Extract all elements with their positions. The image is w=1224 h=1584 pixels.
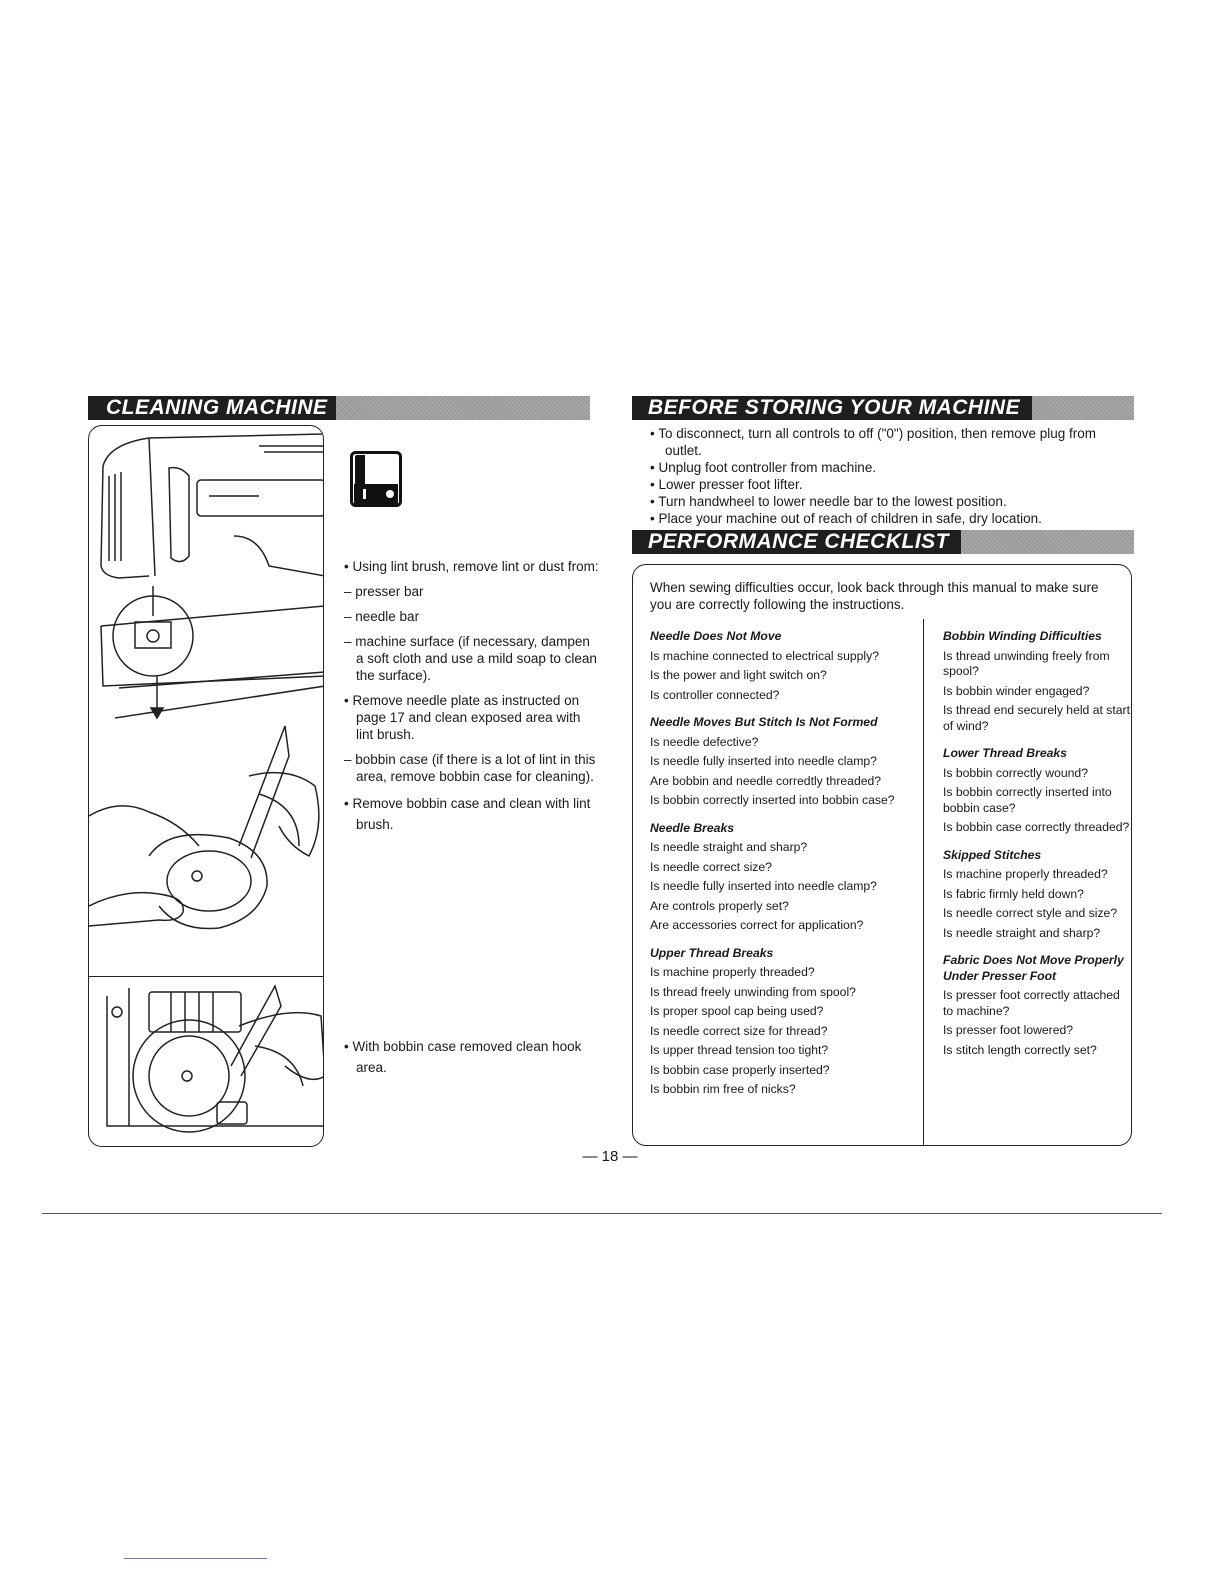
- checklist-question: Is bobbin correctly inserted into bobbin case?: [650, 793, 895, 807]
- checklist-question: Is needle fully inserted into needle clamp?: [650, 754, 877, 768]
- checklist-question: Is needle correct size for thread?: [650, 1023, 828, 1038]
- cleaning-banner: [88, 396, 590, 420]
- cleaning-bullet-hook: • With bobbin case removed clean hook area.: [344, 1039, 582, 1075]
- page-number: — 18 —: [582, 1148, 638, 1165]
- storing-list: [650, 425, 1130, 527]
- cleaning-sub-needle-bar: – needle bar: [344, 609, 420, 624]
- checklist-group: [650, 715, 915, 809]
- storing-title: BEFORE STORING YOUR MACHINE: [632, 396, 1032, 420]
- group-heading: Lower Thread Breaks: [943, 746, 1067, 760]
- group-heading: Skipped Stitches: [943, 847, 1042, 862]
- checklist-group: [650, 821, 915, 934]
- cleaning-sub-presser-bar: – presser bar: [344, 584, 424, 599]
- checklist-question: Is needle straight and sharp?: [650, 840, 808, 854]
- checklist-question: Is needle defective?: [650, 734, 759, 749]
- checklist-question: Is needle fully inserted into needle clamp?: [650, 879, 877, 893]
- cleaning-title: CLEANING MACHINE: [88, 396, 336, 420]
- cleaning-hook-instruction: [344, 1036, 599, 1086]
- checklist-question: Is upper thread tension too tight?: [650, 1043, 829, 1057]
- bottom-rule: [42, 1213, 1162, 1214]
- checklist-column-divider: [923, 619, 924, 1145]
- checklist-question: Is bobbin correctly wound?: [943, 765, 1088, 780]
- group-heading: Fabric Does Not Move Properly Under Presser Foot: [943, 953, 1124, 983]
- group-heading: Upper Thread Breaks: [650, 945, 774, 960]
- checklist-question: Is bobbin winder engaged?: [943, 683, 1090, 698]
- checklist-right-column: [943, 629, 1133, 1070]
- checklist-question: Are bobbin and needle corredtly threaded?: [650, 773, 882, 788]
- checklist-question: Is fabric firmly held down?: [943, 886, 1084, 901]
- checklist-question: Is controller connected?: [650, 687, 780, 702]
- checklist-question: Is machine properly threaded?: [943, 867, 1108, 881]
- checklist-question: Is thread end securely held at start of wind?: [943, 703, 1130, 733]
- storing-item: • Turn handwheel to lower needle bar to the lowest position.: [650, 494, 1007, 509]
- storing-item: • To disconnect, turn all controls to off ("0") position, then remove plug from outlet.: [650, 426, 1097, 458]
- storing-item: • Unplug foot controller from machine.: [650, 460, 877, 475]
- checklist-question: Is proper spool cap being used?: [650, 1004, 824, 1018]
- checklist-question: Are controls properly set?: [650, 898, 789, 913]
- checklist-intro: When sewing difficulties occur, look back through this manual to make sure you are correctly following the instructions.: [650, 580, 1099, 612]
- checklist-left-column: [650, 629, 915, 1110]
- checklist-question: Is bobbin case correctly threaded?: [943, 820, 1130, 834]
- checklist-group: [943, 746, 1133, 836]
- checklist-question: Is bobbin correctly inserted into bobbin case?: [943, 785, 1112, 815]
- cleaning-illustration-panel: [88, 425, 324, 1147]
- checklist-question: Is presser foot lowered?: [943, 1023, 1074, 1037]
- power-switch-off-icon: [350, 451, 402, 507]
- storing-item: • Lower presser foot lifter.: [650, 477, 803, 492]
- group-heading: Needle Moves But Stitch Is Not Formed: [650, 715, 878, 729]
- checklist-banner: [632, 530, 1134, 554]
- group-heading: Bobbin Winding Difficulties: [943, 629, 1102, 643]
- checklist-group: [650, 629, 915, 703]
- cleaning-bullet-lint: • Using lint brush, remove lint or dust from:: [344, 559, 599, 574]
- checklist-question: Is needle straight and sharp?: [943, 925, 1101, 940]
- cleaning-instructions: [344, 558, 599, 843]
- checklist-question: Is presser foot correctly attached to machine?: [943, 988, 1120, 1018]
- checklist-question: Is bobbin case properly inserted?: [650, 1062, 830, 1077]
- checklist-question: Are accessories correct for application?: [650, 918, 864, 932]
- checklist-group: [943, 629, 1133, 734]
- checklist-group: [943, 848, 1133, 942]
- cleaning-bullet-remove-bobbin: • Remove bobbin case and clean with lint brush.: [344, 796, 591, 832]
- group-heading: Needle Does Not Move: [650, 629, 782, 643]
- cleaning-bullet-needle-plate: • Remove needle plate as instructed on page 17 and clean exposed area with lint brush.: [344, 693, 581, 742]
- checklist-question: Is needle correct size?: [650, 859, 772, 874]
- checklist-group: [650, 946, 915, 1098]
- cleaning-sub-surface: – machine surface (if necessary, dampen a soft cloth and use a mild soap to clean the surface).: [344, 634, 597, 683]
- machine-illustration: [89, 426, 324, 1147]
- performance-checklist-box: [632, 564, 1132, 1146]
- checklist-group: [943, 953, 1133, 1058]
- checklist-question: Is needle correct style and size?: [943, 906, 1118, 920]
- checklist-question: Is stitch length correctly set?: [943, 1042, 1097, 1057]
- checklist-title: PERFORMANCE CHECKLIST: [632, 530, 961, 554]
- checklist-question: Is thread unwinding freely from spool?: [943, 648, 1110, 678]
- checklist-question: Is the power and light switch on?: [650, 668, 827, 682]
- storing-banner: [632, 396, 1134, 420]
- group-heading: Needle Breaks: [650, 820, 735, 835]
- footnote-rule: [124, 1558, 267, 1559]
- storing-item: • Place your machine out of reach of children in safe, dry location.: [650, 511, 1042, 526]
- checklist-question: Is machine properly threaded?: [650, 965, 815, 979]
- checklist-question: Is machine connected to electrical supply?: [650, 648, 879, 663]
- cleaning-sub-bobbin-case: – bobbin case (if there is a lot of lint in this area, remove bobbin case for cleaning).: [344, 752, 596, 784]
- checklist-question: Is bobbin rim free of nicks?: [650, 1082, 796, 1096]
- checklist-question: Is thread freely unwinding from spool?: [650, 984, 856, 999]
